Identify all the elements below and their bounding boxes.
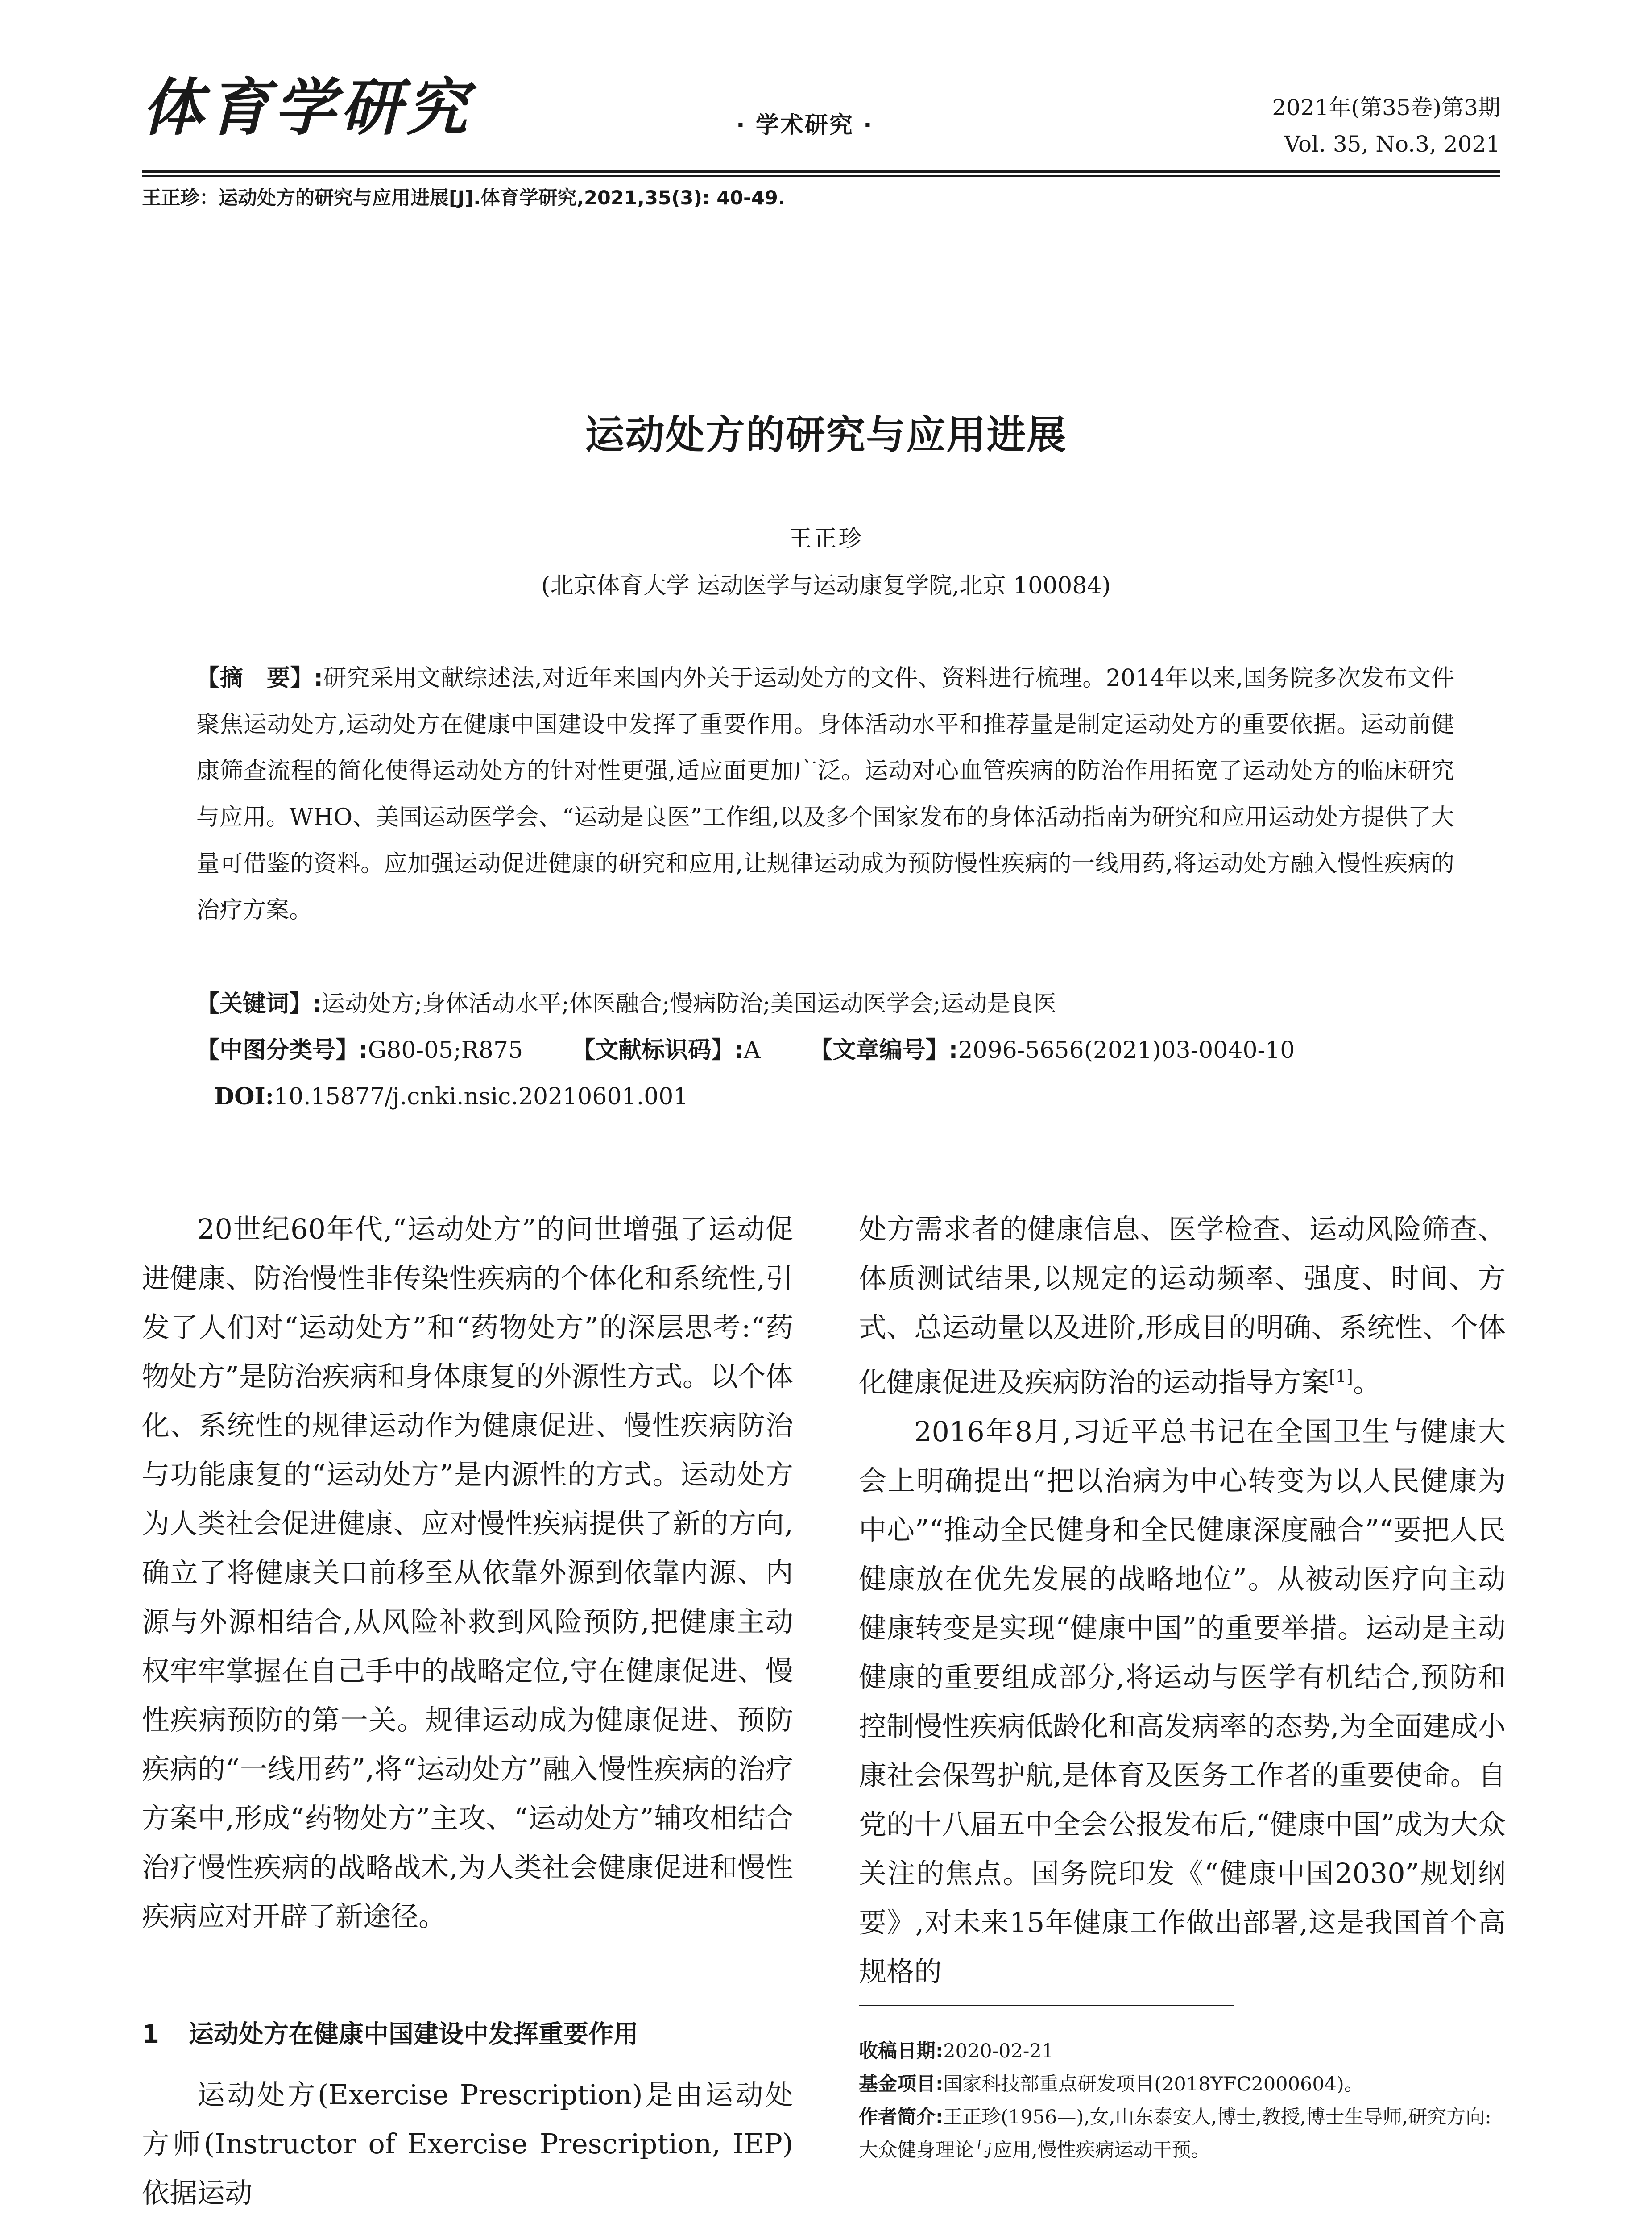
doc-code-value: A [743,1037,761,1064]
classification-line [196,1027,1454,1074]
abstract-text: 研究采用文献综述法,对近年来国内外关于运动处方的文件、资料进行梳理。2014年以来,国务院多次发布文件聚焦运动处方,运动处方在健康中国建设中发挥了重要作用。身体活动水平和推荐量是制定运动处方的重要依据。运动前健康筛查流程的简化使得运动处方的针对性更强,适应面更加广泛。运动对心血管疾病的防治作用拓宽了运动处方的临床研究与应用。WHO、美国运动医学会、“运动是良医”工作组,以及多个国家发布的身体活动指南为研究和应用运动处方提供了大量可借鉴的资料。应加强运动促进健康的研究和应用,让规律运动成为预防慢性疾病的一线用药,将运动处方融入慢性疾病的治疗方案。 [196,665,1454,924]
author-name: 王正珍 [788,526,864,552]
article-no-label: 【文章编号】: [809,1037,958,1064]
clc-label: 【中图分类号】: [196,1037,368,1064]
journal-logo: 体育学研究 [142,71,472,144]
body-paragraph [859,1205,1506,1407]
body-paragraph: 20世纪60年代,“运动处方”的问世增强了运动促进健康、防治慢性非传染性疾病的个体化和系统性,引发了人们对“运动处方”和“药物处方”的深层思考:“药物处方”是防治疾病和身体康复的外源性方式。以个体化、系统性的规律运动作为健康促进、慢性疾病防治与功能康复的“运动处方”是内源性的方式。运动处方为人类社会促进健康、应对慢性疾病提供了新的方向,确立了将健康关口前移至从依靠外源到依靠内源、内源与外源相结合,从风险补救到风险预防,把健康主动权牢牢掌握在自己手中的战略定位,守在健康促进、慢性疾病预防的第一关。规律运动成为健康促进、预防疾病的“一线用药”,将“运动处方”融入慢性疾病的治疗方案中,形成“药物处方”主攻、“运动处方”辅攻相结合治疗慢性疾病的战略战术,为人类社会健康促进和慢性疾病应对开辟了新途径。 [142,1213,793,1932]
bio-label: 作者简介: [859,2106,944,2128]
body-left-column [142,1205,793,1941]
keywords-text: 运动处方;身体活动水平;体医融合;慢病防治;美国运动医学会;运动是良医 [321,991,1057,1017]
author-affiliation: (北京体育大学 运动医学与运动康复学院,北京 100084) [541,572,1111,599]
paragraph-end: 。 [1353,1366,1381,1399]
footnotes [859,2035,1506,2167]
issue-cn: 2021年(第35卷)第3期 [1272,95,1500,120]
paragraph-text: 处方需求者的健康信息、医学检查、运动风险筛查、体质测试结果,以规定的运动频率、强度、时间、方式、总运动量以及进阶,形成目的明确、系统性、个体化健康促进及疾病防治的运动指导方案 [859,1213,1506,1399]
footnote-bio [859,2101,1506,2167]
footnote-received [859,2035,1506,2068]
footnote-fund [859,2068,1506,2101]
body-paragraph: 2016年8月,习近平总书记在全国卫生与健康大会上明确提出“把以治病为中心转变为以人民健康为中心”“推动全民健身和全民健康深度融合”“要把人民健康放在优先发展的战略地位”。从被动医疗向主动健康转变是实现“健康中国”的重要举措。运动是主动健康的重要组成部分,将运动与医学有机结合,预防和控制慢性疾病低龄化和高发病率的态势,为全面建成小康社会保驾护航,是体育及医务工作者的重要使命。自党的十八届五中全会公报发布后,“健康中国”成为大众关注的焦点。国务院印发《“健康中国2030”规划纲要》,对未来15年健康工作做出部署,这是我国首个高规格的 [859,1415,1506,1988]
clc-value: G80-05;R875 [368,1037,523,1064]
body-left-column-continued [142,2070,793,2218]
issue-info [1272,89,1500,162]
received-value: 2020-02-21 [943,2040,1054,2062]
doc-code-label: 【文献标识码】: [572,1037,744,1064]
body-right-column [859,1205,1506,1996]
article-title: 运动处方的研究与应用进展 [585,412,1067,458]
abstract-label: 【摘 要】: [196,665,323,692]
keywords-line [196,981,1454,1027]
doi-label: DOI: [214,1083,274,1110]
keywords-label: 【关键词】: [196,991,322,1017]
section-heading [142,2015,793,2050]
article-no-value: 2096-5656(2021)03-0040-10 [958,1037,1295,1064]
fund-value: 国家科技部重点研发项目(2018YFC2000604)。 [943,2073,1363,2095]
column-label: · 学术研究 · [736,112,874,139]
section-number: 1 [142,2020,159,2049]
fund-label: 基金项目: [859,2073,944,2095]
received-label: 收稿日期: [859,2040,944,2062]
bio-value: 王正珍(1956—),女,山东泰安人,博士,教授,博士生导师,研究方向:大众健身理论与应用,慢性疾病运动干预。 [859,2106,1491,2161]
citation-line: 王正珍：运动处方的研究与应用进展[J].体育学研究,2021,35(3): 40-49. [142,187,786,209]
body-paragraph: 运动处方(Exercise Prescription)是由运动处方师(Instructor of Exercise Prescription, IEP)依据运动 [142,2078,794,2209]
doi-value: 10.15877/j.cnki.nsic.20210601.001 [273,1083,688,1110]
reference-marker[interactable]: [1] [1329,1367,1353,1386]
header-rule [142,170,1500,177]
abstract [196,655,1454,933]
footnote-rule [859,2005,1234,2006]
issue-en: Vol. 35, No.3, 2021 [1284,131,1500,157]
section-title: 运动处方在健康中国建设中发挥重要作用 [189,2020,638,2049]
doi-line [214,1074,1472,1120]
